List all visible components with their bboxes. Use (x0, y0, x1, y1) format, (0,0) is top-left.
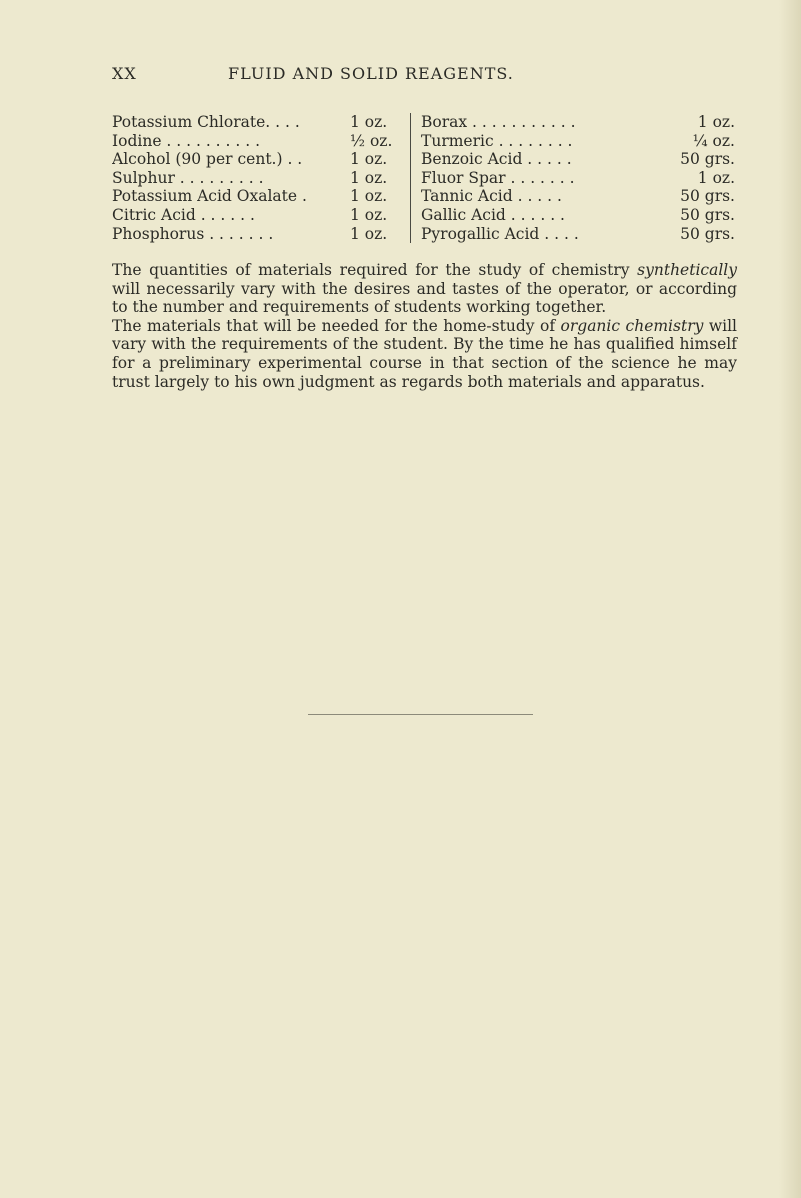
reagent-quantity: 50 grs. (680, 187, 735, 206)
running-header (112, 64, 622, 83)
reagent-quantity: ½ oz. (350, 131, 393, 150)
reagent-row (421, 150, 735, 169)
reagent-name: Phosphorus . . . . . . . (112, 224, 274, 243)
reagent-name: Gallic Acid . . . . . . (421, 205, 565, 224)
reagent-quantity: ¼ oz. (692, 131, 735, 150)
reagent-row (112, 113, 402, 132)
reagent-row (421, 169, 735, 188)
reagent-quantity: 1 oz. (350, 168, 388, 187)
reagent-quantity: 50 grs. (680, 150, 735, 169)
reagent-row (112, 132, 402, 151)
reagents-column-left (112, 113, 411, 243)
running-title: FLUID AND SOLID REAGENTS. (228, 64, 514, 83)
reagent-row (421, 113, 735, 132)
reagents-column-right (411, 113, 735, 243)
reagent-quantity: 1 oz. (350, 205, 388, 224)
reagent-row (112, 150, 402, 169)
reagent-name: Potassium Chlorate. . . . (112, 113, 300, 131)
paragraph-text: The quantities of materials required for the study of chemistry (112, 261, 638, 279)
paragraph-text: will vary with the requirements of the student. By the time he has qualified himself for a preliminary experimental course in that section of the science he may trust largely to his own judgment as regards both materials and apparatus. (112, 316, 737, 391)
reagent-row (112, 187, 402, 206)
body-text (112, 261, 737, 391)
reagent-quantity: 50 grs. (680, 205, 735, 224)
reagent-name: Fluor Spar . . . . . . . (421, 168, 575, 187)
reagent-row (421, 225, 735, 244)
reagents-list (112, 113, 735, 243)
reagent-row (421, 132, 735, 151)
reagent-name: Pyrogallic Acid . . . . (421, 224, 579, 243)
reagent-name: Borax . . . . . . . . . . . (421, 113, 576, 131)
reagent-quantity: 1 oz. (350, 224, 388, 243)
paragraph-text: The materials that will be needed for the home-study of (112, 316, 561, 335)
paragraph-synthetic (112, 261, 737, 317)
reagent-row (112, 206, 402, 225)
italic-term: synthetically (637, 261, 737, 279)
reagent-row (421, 206, 735, 225)
reagent-quantity: 1 oz. (350, 150, 388, 169)
page-edge-shadow (779, 0, 801, 1198)
reagent-quantity: 50 grs. (680, 224, 735, 243)
page-number: XX (112, 64, 137, 83)
reagent-name: Citric Acid . . . . . . (112, 205, 255, 224)
reagent-name: Benzoic Acid . . . . . (421, 150, 572, 169)
reagent-quantity: 1 oz. (697, 113, 735, 131)
reagent-name: Iodine . . . . . . . . . . (112, 131, 261, 150)
reagent-row (421, 187, 735, 206)
paragraph-organic (112, 317, 737, 391)
paragraph-text: will necessarily vary with the desires and tastes of the operator, or according to the number and requirements of students working together. (112, 279, 737, 317)
reagent-name: Turmeric . . . . . . . . (421, 131, 573, 150)
reagent-quantity: 1 oz. (350, 187, 388, 206)
reagent-row (112, 225, 402, 244)
section-rule (308, 714, 533, 715)
reagent-name: Sulphur . . . . . . . . . (112, 168, 264, 187)
reagent-quantity: 1 oz. (697, 168, 735, 187)
reagent-name: Tannic Acid . . . . . (421, 187, 562, 206)
reagent-quantity: 1 oz. (350, 113, 388, 131)
reagent-name: Potassium Acid Oxalate . (112, 187, 307, 206)
italic-term: organic chemistry (560, 316, 704, 335)
reagent-name: Alcohol (90 per cent.) . . (112, 150, 303, 169)
reagent-row (112, 169, 402, 188)
